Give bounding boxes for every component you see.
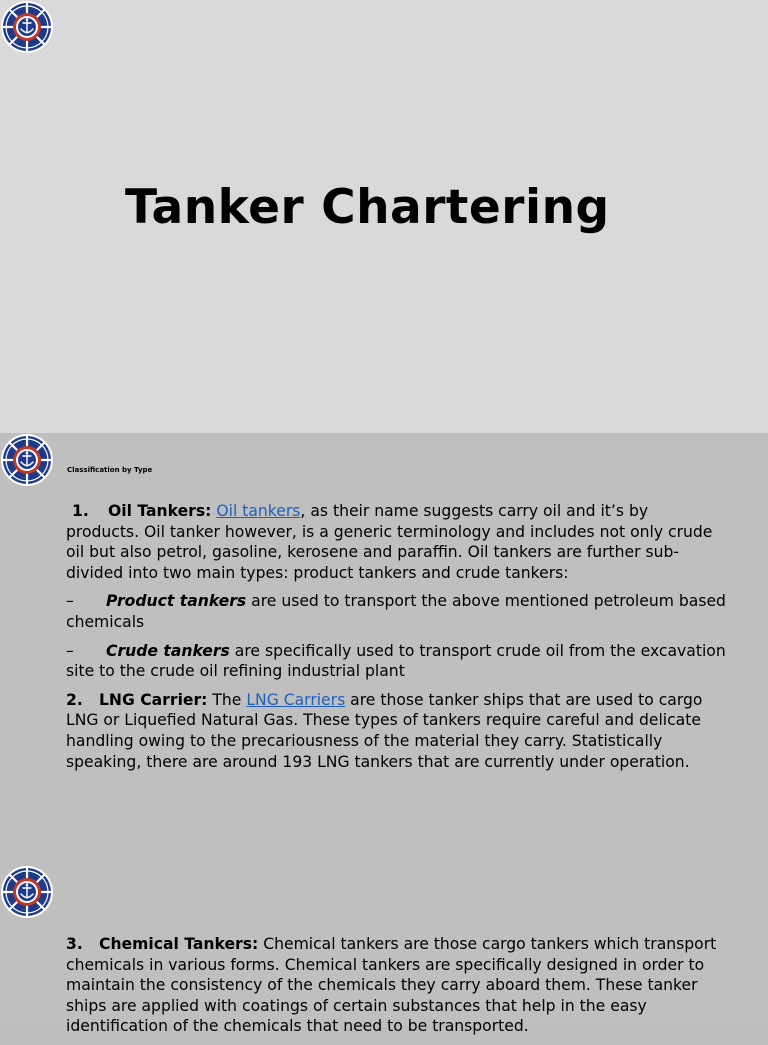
item-text: are those tanker ships that are used to cargo LNG or Liquefied Natural Gas. These types of tankers require careful and delicate handling owing to the precariousness of the material they carry. Statistically speaking, there are around 193 LNG tankers that are currently under operation. [66,690,703,771]
item-text: are used to transport the above mentioned petroleum based chemicals [66,592,726,631]
title-slide [0,0,768,433]
lng-carriers-link[interactable]: LNG Carriers [246,690,346,709]
list-item-crude-tankers [66,641,726,682]
item-pre-text: The [207,690,247,709]
list-item-product-tankers [66,591,726,632]
item-number: 1. [72,502,89,520]
slide-body [66,934,726,1045]
slide-body [66,501,726,780]
classification-slide [0,433,768,865]
ship-wheel-logo-icon [0,433,54,487]
list-item-lng-carrier [66,690,726,772]
item-label: LNG Carrier: [99,690,208,709]
dash-bullet: – [66,592,74,611]
item-label: Oil Tankers: [108,502,212,520]
item-label: Crude tankers [106,641,230,660]
item-label: Product tankers [106,592,247,611]
item-number: 3. [66,935,83,953]
ship-wheel-logo-icon [0,0,54,54]
slide-title: Tanker Chartering [125,180,610,235]
list-item-chemical-tankers [66,934,726,1037]
chemical-tankers-slide [0,865,768,1036]
item-number: 2. [66,690,83,709]
list-item-oil-tankers [66,501,726,583]
dash-bullet: – [66,641,74,660]
item-text: are specifically used to transport crude oil from the excavation site to the crude oil refining industrial plant [66,641,726,681]
oil-tankers-link[interactable]: Oil tankers [216,502,301,520]
item-text: Chemical tankers are those cargo tankers which transport chemicals in various forms. Chemical tankers are specifically designed in order to maintain the consistency of the chemicals they carry aboard them. These tanker ships are applied with coatings of certain substances that help in the easy identification of the chemicals that need to be transported. [66,935,717,1036]
item-label: Chemical Tankers: [99,935,259,953]
ship-wheel-logo-icon [0,865,54,919]
slide-heading: Classification by Type [67,466,153,474]
item-text: , as their name suggests carry oil and it’s by products. Oil tanker however, is a generic terminology and includes not only crude oil but also petrol, gasoline, kerosene and paraffin. Oil tankers are further sub-divided into two main types: product tankers and crude tankers: [66,502,713,582]
